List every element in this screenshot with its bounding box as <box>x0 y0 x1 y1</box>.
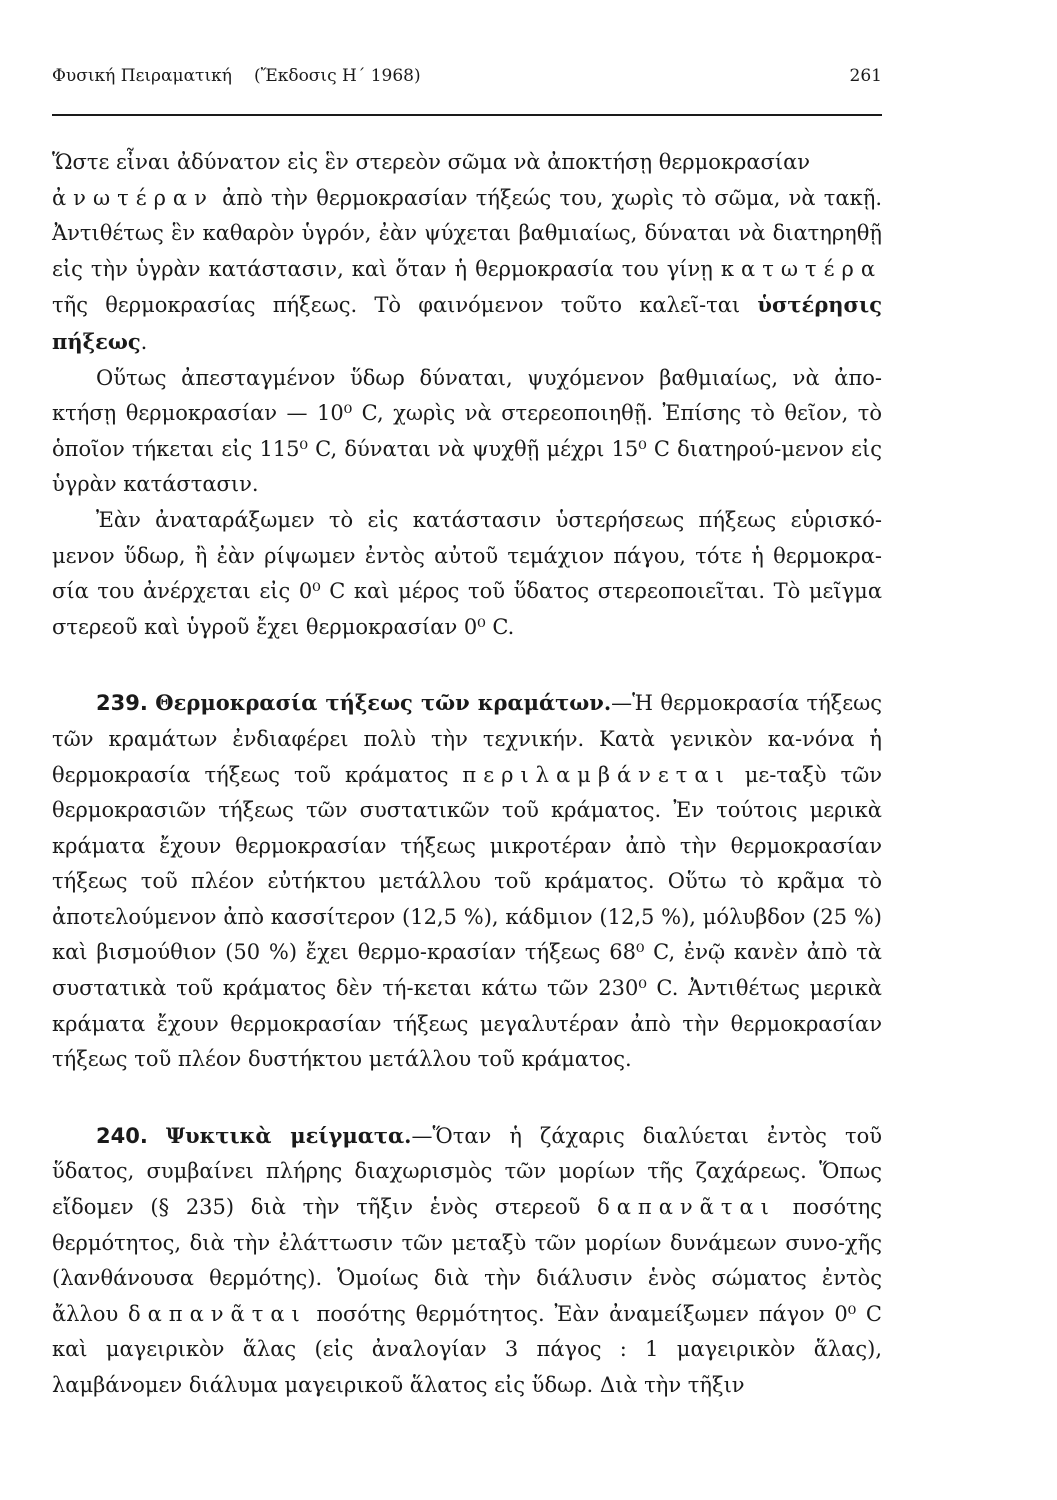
page-number: 261 <box>849 66 882 86</box>
bold-term: ὑστέρησις πήξεως <box>52 292 882 354</box>
spaced-emphasis: ἀνωτέραν <box>52 185 214 210</box>
section-title: Θερμοκρασία τήξεως τῶν κραμάτων. <box>155 690 612 716</box>
section-240 <box>52 1118 882 1404</box>
paragraph: Οὕτως ἀπεσταγμένον ὕδωρ δύναται, ψυχόμενον βαθμιαίως, νὰ ἀπο-κτήσῃ θερμοκρασίαν — 10⁰ C, χωρὶς νὰ στερεοποιηθῇ. Ἐπίσης τὸ θεῖον, τὸ ὁποῖον τήκεται εἰς 115⁰ C, δύναται νὰ ψυχθῇ μέχρι 15⁰ C διατηρού-μενον εἰς ὑγρὰν κατάστασιν. <box>52 365 882 497</box>
spaced-emphasis: δαπανᾶται <box>127 1301 307 1326</box>
section-title: Ψυκτικὰ μείγματα. <box>165 1122 412 1148</box>
edition-note: (Ἔκδοσις Η΄ 1968) <box>253 66 421 86</box>
section-number: 240. <box>96 1123 148 1148</box>
header-rule <box>52 114 882 116</box>
paragraph-text: . <box>140 329 148 354</box>
running-title: Φυσική Πειραματική <box>52 66 232 86</box>
spaced-emphasis: δαπανᾶται <box>597 1195 776 1220</box>
paragraph-text: —Ἡ θερμοκρασία τήξεως τῶν κραμάτων ἐνδιαφέρει πολὺ τὴν τεχνικήν. Κατὰ γενικὸν κα-νόνα ἡ θερμοκρασία τήξεως τοῦ κράματος <box>52 691 882 787</box>
paragraph-text: Ὥστε εἶναι ἀδύνατον εἰς ἓν στερεὸν σῶμα νὰ ἀποκτήσῃ θερμοκρασίαν <box>52 150 811 174</box>
paragraph-text: ποσότης θερμότητος, διὰ τὴν ἐλάττωσιν τῶν μεταξὺ τῶν μορίων δυνάμεων συνο-χῆς (λανθάνουσα θερμότης). Ὁμοίως διὰ τὴν διάλυσιν ἑνὸς σώματος ἐντὸς ἄλλου <box>52 1195 882 1326</box>
body-text <box>52 145 882 1404</box>
spaced-emphasis: περιλαμβάνεται <box>462 762 731 787</box>
paragraph: Ἐὰν ἀναταράξωμεν τὸ εἰς κατάστασιν ὑστερήσεως πήξεως εὑρισκό-μενον ὕδωρ, ἢ ἐὰν ρίψωμεν ἐντὸς αὐτοῦ τεμάχιον πάγου, τότε ἡ θερμοκρα-σία του ἀνέρχεται εἰς 0⁰ C καὶ μέρος τοῦ ὕδατος στερεοποιεῖται. Τὸ μεῖγμα στερεοῦ καὶ ὑγροῦ ἔχει θερμοκρασίαν 0⁰ C. <box>52 507 882 639</box>
paragraph-text: ἀπὸ τὴν θερμοκρασίαν τήξεώς του, χωρὶς τὸ σῶμα, νὰ τακῇ. Ἀντιθέτως ἓν καθαρὸν ὑγρόν, ἐὰν ψύχεται βαθμιαίως, δύναται νὰ διατηρηθῇ εἰς τὴν ὑγρὰν κατάστασιν, καὶ ὅταν ἡ θερμοκρασία του γίνῃ <box>52 185 882 281</box>
spaced-emphasis: κατωτέρα <box>720 256 882 281</box>
book-page <box>52 60 882 1397</box>
section-number: 239. <box>96 691 148 716</box>
paragraph-text: —Ὅταν ἡ ζάχαρις διαλύεται ἐντὸς τοῦ ὕδατος, συμβαίνει πλήρης διαχωρισμὸς τῶν μορίων τῆς ζαχάρεως. Ὅπως εἴδομεν (§ 235) διὰ τὴν τῆξιν ἑνὸς στερεοῦ <box>52 1123 882 1220</box>
paragraph-text: με-ταξὺ τῶν θερμοκρασιῶν τήξεως τῶν συστατικῶν τοῦ κράματος. Ἐν τούτοις μερικὰ κράματα ἔχουν θερμοκρασίαν τήξεως μικροτέραν ἀπὸ τὴν θερμοκρασίαν τήξεως τοῦ πλέον εὐτήκτου μετάλλου τοῦ κράματος. Οὕτω τὸ κρᾶμα τὸ ἀποτελούμενον ἀπὸ κασσίτερον (12,5 %), κάδμιον (12,5 %), μόλυβδον (25 %) καὶ βισμούθιον (50 %) ἔχει θερμο-κρασίαν τήξεως 68⁰ C, ἐνῷ κανὲν ἀπὸ τὰ συστατικὰ τοῦ κράματος δὲν τή-κεται κάτω τῶν 230⁰ C. Ἀντιθέτως μερικὰ κράματα ἔχουν θερμοκρασίαν τήξεως μεγαλυτέραν ἀπὸ τὴν θερμοκρασίαν τήξεως τοῦ πλέον δυστήκτου μετάλλου τοῦ κράματος. <box>52 762 882 1072</box>
page-header <box>52 60 882 92</box>
paragraph <box>52 145 882 361</box>
paragraph-text: ποσότης θερμότητος. Ἐὰν ἀναμείξωμεν πάγον 0⁰ C καὶ μαγειρικὸν ἅλας (εἰς ἀναλογίαν 3 πάγος : 1 μαγειρικὸν ἅλας), λαμβάνομεν διάλυμα μαγειρικοῦ ἅλατος εἰς ὕδωρ. Διὰ τὴν τῆξιν <box>52 1301 882 1397</box>
paragraph-text: τῆς θερμοκρασίας πήξεως. Τὸ φαινόμενον τοῦτο καλεῖ-ται <box>52 293 758 318</box>
running-header <box>52 60 421 92</box>
section-239 <box>52 685 882 1078</box>
